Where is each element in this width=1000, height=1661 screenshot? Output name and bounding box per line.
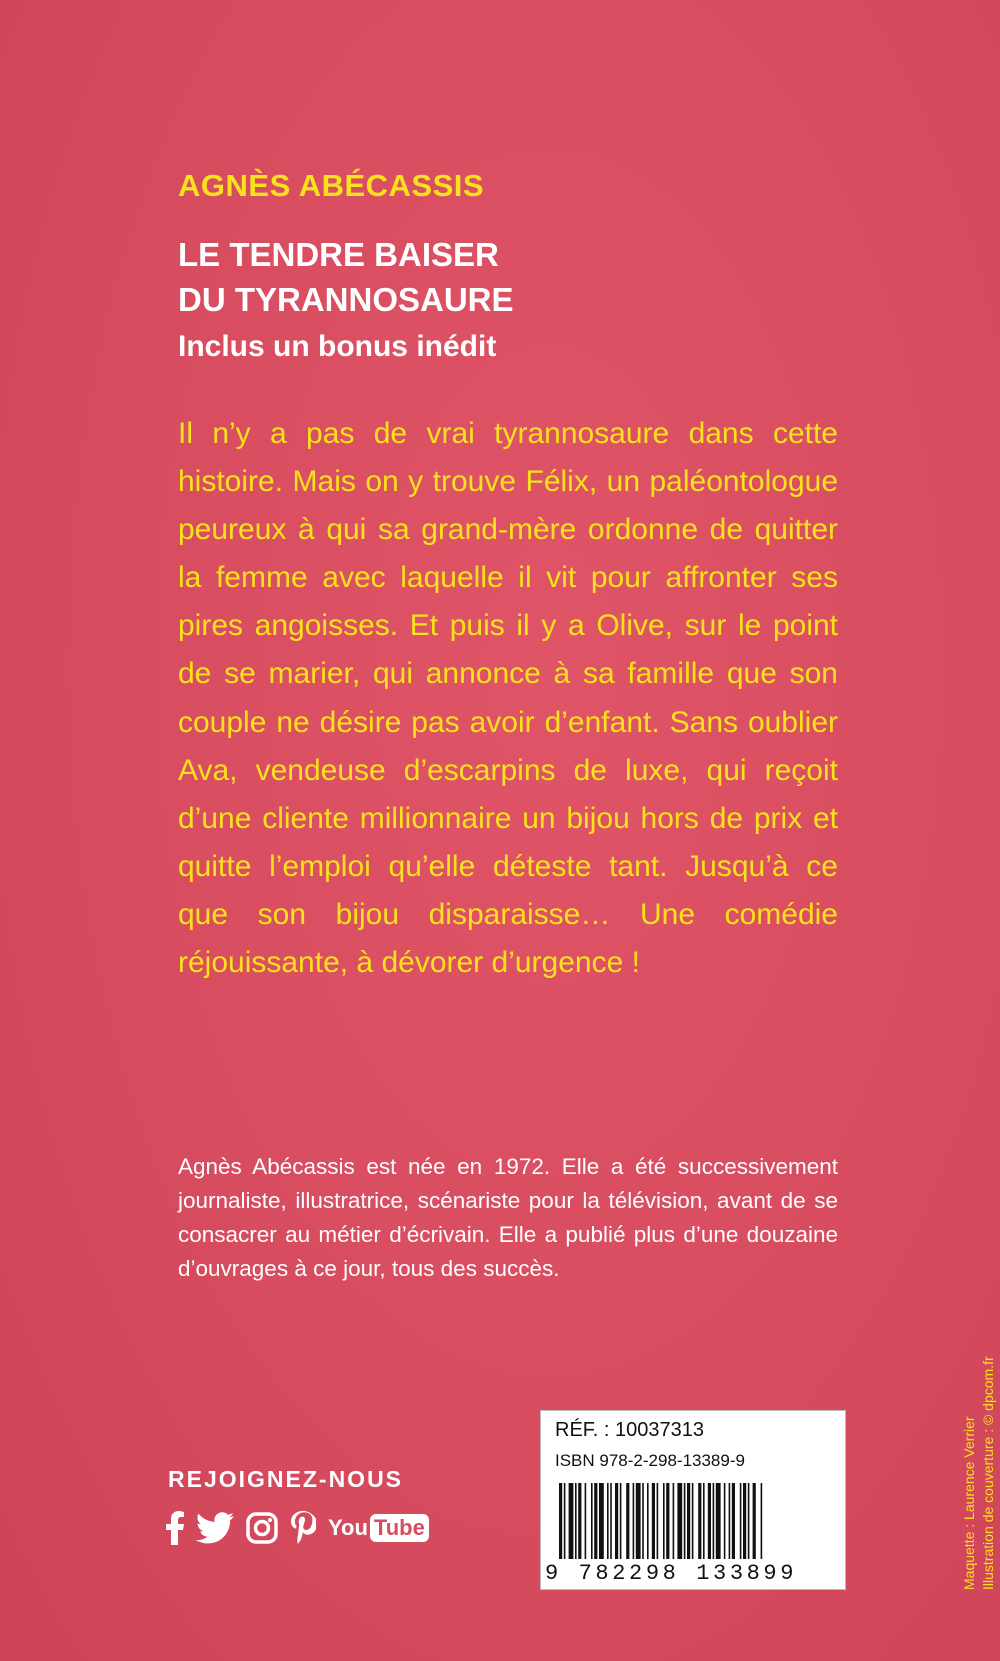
isbn-number: ISBN 978-2-298-13389-9 [555, 1451, 745, 1470]
pinterest-icon[interactable] [290, 1511, 316, 1545]
author-name: AGNÈS ABÉCASSIS [178, 168, 485, 203]
synopsis-text: Il n’y a pas de vrai tyrannosaure dans cette histoire. Mais on y trouve Félix, un paléontologue peureux à qui sa grand-mère ordonne de quitter la femme avec laquelle il vit pour affronter ses pires angoisses. Et puis il y a Olive, sur le point de se marier, qui annonce à sa famille que son couple ne désire pas avoir d’enfant. Sans oublier Ava, vendeuse d’escarpins de luxe, qui reçoit d’une cliente millionnaire un bijou hors de prix et quitte l’emploi qu’elle déteste tant. Jusqu’à ce que son bijou disparaisse… Une comédie réjouissante, à dévorer d’urgence ! [178, 417, 838, 980]
book-subtitle: Inclus un bonus inédit [178, 330, 497, 363]
social-icons [166, 1508, 429, 1548]
author-bio: Agnès Abécassis est née en 1972. Elle a été successivement journaliste, illustratrice, scénariste pour la télévision, avant de se consacrer au métier d’écrivain. Elle a publié plus d’une douzaine d’ouvrages à ce jour, tous des succès. [178, 1154, 838, 1281]
instagram-icon[interactable] [246, 1512, 278, 1544]
social-label: REJOIGNEZ-NOUS [168, 1466, 404, 1492]
illustration-credit: Illustration de couverture : © dpcom.fr [980, 1356, 996, 1590]
facebook-icon[interactable] [166, 1511, 184, 1545]
book-title [178, 232, 514, 322]
cover-credits [960, 1356, 998, 1590]
reference-number: RÉF. : 10037313 [555, 1419, 704, 1441]
youtube-icon[interactable] [328, 1514, 429, 1542]
twitter-icon[interactable] [196, 1512, 234, 1544]
barcode-label [540, 1410, 846, 1590]
youtube-tube: Tube [370, 1514, 429, 1542]
barcode-digits: 9 782298 133899 [545, 1561, 798, 1586]
title-line-2: DU TYRANNOSAURE [178, 281, 514, 318]
barcode-icon [549, 1483, 839, 1559]
title-line-1: LE TENDRE BAISER [178, 236, 499, 273]
layout-credit: Maquette : Laurence Verrier [961, 1416, 977, 1590]
youtube-you: You [328, 1515, 368, 1540]
